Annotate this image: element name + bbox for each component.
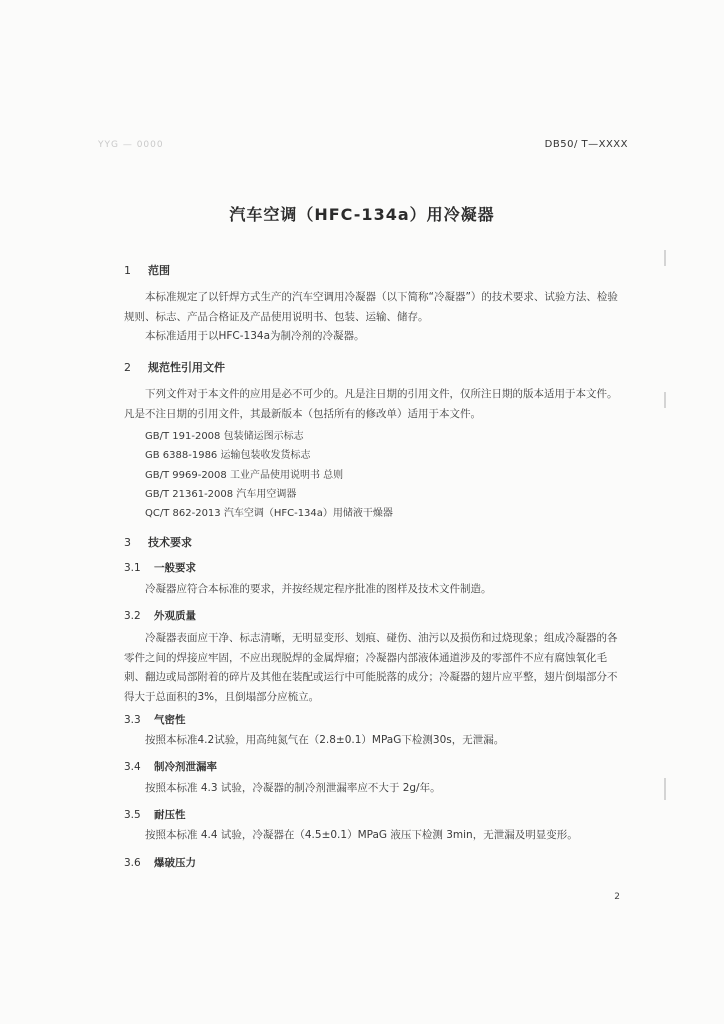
- document-title: 汽车空调（HFC-134a）用冷凝器: [229, 205, 495, 224]
- section-3-2-paragraph: 冷凝器表面应干净、标志清晰，无明显变形、划痕、碰伤、油污以及损伤和过烧现象；组成冷凝器的各零件之间的焊接应牢固，不应出现脱焊的金属焊瘤；冷凝器内部液体通道涉及的零部件不应有腐蚀氧化毛刺、翻边或局部附着的碎片及其他在装配或运行中可能脱落的成分；冷凝器的翅片应平整，翅片倒塌部分不得大于总面积的3%，且倒塌部分应梳立。: [124, 632, 618, 703]
- scan-artifact: [664, 778, 666, 800]
- section-title: 制冷剂泄漏率: [154, 761, 217, 773]
- section-number: 3.1: [124, 562, 141, 574]
- section-number: 3.3: [124, 714, 141, 726]
- section-title: 技术要求: [148, 536, 192, 549]
- section-number: 3.2: [124, 610, 141, 622]
- section-1-heading: [124, 262, 170, 278]
- section-title: 外观质量: [154, 610, 196, 622]
- section-3-6-heading: [124, 855, 196, 870]
- section-3-5-heading: [124, 807, 186, 822]
- section-number: 3.6: [124, 857, 141, 869]
- section-2-heading: [124, 359, 225, 375]
- section-3-3-heading: [124, 712, 186, 727]
- section-title: 一般要求: [154, 562, 196, 574]
- reference-item: GB/T 21361-2008 汽车用空调器: [145, 489, 297, 500]
- section-title: 规范性引用文件: [148, 361, 225, 374]
- section-3-1-heading: [124, 560, 196, 575]
- section-number: 3: [124, 536, 131, 549]
- reference-item: GB/T 9969-2008 工业产品使用说明书 总则: [145, 470, 344, 481]
- section-3-1-paragraph: 冷凝器应符合本标准的要求，并按经规定程序批准的图样及技术文件制造。: [145, 583, 492, 595]
- section-title: 范围: [148, 264, 170, 277]
- section-2-paragraph: 下列文件对于本文件的应用是必不可少的。凡是注日期的引用文件，仅所注日期的版本适用于本文件。凡是不注日期的引用文件，其最新版本（包括所有的修改单）适用于本文件。: [124, 388, 618, 420]
- faint-header-code: YYG — 0000: [98, 140, 164, 150]
- reference-item: GB/T 191-2008 包装储运图示标志: [145, 431, 304, 442]
- section-3-4-paragraph: 按照本标准 4.3 试验，冷凝器的制冷剂泄漏率应不大于 2g/年。: [145, 782, 441, 794]
- section-number: 3.4: [124, 761, 141, 773]
- section-3-4-heading: [124, 759, 217, 774]
- standard-number: DB50/ T—XXXX: [544, 139, 628, 150]
- section-3-5-paragraph: 按照本标准 4.4 试验，冷凝器在（4.5±0.1）MPaG 液压下检测 3min，无泄漏及明显变形。: [145, 829, 578, 841]
- page-number: 2: [614, 892, 620, 902]
- scan-artifact: [664, 392, 666, 408]
- section-number: 1: [124, 264, 131, 277]
- reference-item: QC/T 862-2013 汽车空调（HFC-134a）用储液干燥器: [145, 508, 393, 519]
- section-1-paragraph-1: 本标准规定了以钎焊方式生产的汽车空调用冷凝器（以下简称“冷凝器”）的技术要求、试验方法、检验规则、标志、产品合格证及产品使用说明书、包装、运输、储存。: [124, 291, 618, 323]
- section-title: 气密性: [154, 714, 186, 726]
- section-title: 耐压性: [154, 809, 186, 821]
- section-number: 2: [124, 361, 131, 374]
- reference-item: GB 6388-1986 运输包装收发货标志: [145, 450, 311, 461]
- section-number: 3.5: [124, 809, 141, 821]
- section-1-paragraph-2: 本标准适用于以HFC-134a为制冷剂的冷凝器。: [145, 330, 365, 342]
- section-3-2-heading: [124, 608, 196, 623]
- scan-artifact: [664, 250, 666, 266]
- section-3-heading: [124, 534, 192, 550]
- section-title: 爆破压力: [154, 857, 196, 869]
- section-3-3-paragraph: 按照本标准4.2试验，用高纯氮气在（2.8±0.1）MPaG下检测30s，无泄漏。: [145, 734, 505, 746]
